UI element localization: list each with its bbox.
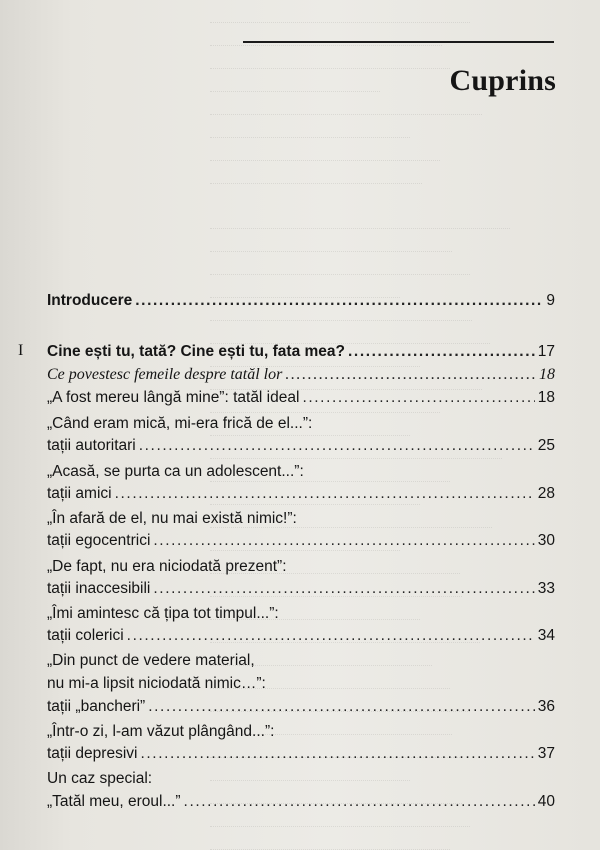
toc-entry-label: tații autoritari: [47, 437, 136, 454]
dot-leader: [184, 792, 535, 812]
toc-entry: [47, 509, 555, 529]
toc-entry-label: tații amici: [47, 485, 112, 502]
toc-entry: [47, 531, 555, 551]
toc-entry-label: „Când eram mică, mi-era frică de el...”:: [47, 415, 313, 432]
toc-entry: [47, 604, 555, 624]
toc-entry-page-number: 36: [537, 698, 555, 715]
toc-entry-label: „De fapt, nu era niciodată prezent”:: [47, 558, 287, 575]
dot-leader: [153, 531, 534, 551]
toc-entry-label: „Într-o zi, l-am văzut plângând...”:: [47, 723, 275, 740]
toc-entry-label: tații „bancheri”: [47, 698, 146, 715]
dot-leader: [285, 365, 536, 385]
toc-entry-page-number: 37: [537, 745, 555, 762]
page-title: Cuprins: [449, 64, 556, 97]
toc-entry-page-number: 17: [537, 343, 555, 360]
toc-entry-label: Introducere: [47, 292, 133, 309]
dot-leader: [135, 291, 543, 311]
dot-leader: [348, 342, 535, 362]
dot-leader: [127, 626, 535, 646]
toc-entry-page-number: 30: [537, 532, 555, 549]
toc-entry: [47, 462, 555, 482]
toc-entry-label: tații depresivi: [47, 745, 138, 762]
toc-entry-label: „Tatăl meu, eroul...”: [47, 793, 181, 810]
chapter-number: I: [18, 342, 24, 359]
toc-entry: [47, 744, 555, 764]
dot-leader: [153, 579, 534, 599]
toc-entry-page-number: 18: [537, 389, 555, 406]
toc-entry-label: Cine ești tu, tată? Cine ești tu, fata mea?: [47, 343, 346, 360]
toc-entry: [47, 388, 555, 408]
dot-leader: [139, 436, 535, 456]
toc-entry-page-number: 33: [537, 580, 555, 597]
toc-entry-label: tații inaccesibili: [47, 580, 151, 597]
toc-entry: [47, 769, 555, 789]
toc-entry-label: „Îmi amintesc că țipa tot timpul...”:: [47, 605, 279, 622]
toc-entry-page-number: 9: [546, 292, 555, 309]
toc-entry-page-number: 28: [537, 485, 555, 502]
toc-entry-label: Ce povestesc femeile despre tatăl lor: [47, 366, 283, 383]
toc-entry: [47, 651, 555, 671]
toc-entry-page-number: 34: [537, 627, 555, 644]
toc-entry-page-number: 18: [539, 366, 555, 383]
toc-entry-label: nu mi-a lipsit niciodată nimic…”:: [47, 675, 266, 692]
dot-leader: [115, 484, 535, 504]
toc-entry: [47, 579, 555, 599]
toc-entry-page-number: 40: [537, 793, 555, 810]
toc-entry: [47, 342, 555, 362]
toc-entry-label: tații egocentrici: [47, 532, 151, 549]
dot-leader: [302, 388, 534, 408]
dot-leader: [148, 697, 535, 717]
toc-entry-label: tații colerici: [47, 627, 124, 644]
toc-entry-label: Un caz special:: [47, 770, 153, 787]
toc-entry: [47, 484, 555, 504]
toc-entry: [47, 365, 555, 385]
toc-entry: [47, 626, 555, 646]
toc-entry: [47, 557, 555, 577]
dot-leader: [140, 744, 534, 764]
toc-entry: [47, 436, 555, 456]
toc-entry: [47, 697, 555, 717]
toc-entry-label: „În afară de el, nu mai există nimic!”:: [47, 510, 297, 527]
toc-entry-label: „Din punct de vedere material,: [47, 652, 255, 669]
toc-entry: [47, 722, 555, 742]
toc-entry-label: „A fost mereu lângă mine”: tatăl ideal: [47, 389, 300, 406]
toc-entry: [47, 674, 555, 694]
toc-entry: [47, 414, 555, 434]
toc-entry-label: „Acasă, se purta ca un adolescent...”:: [47, 463, 304, 480]
toc-entry-page-number: 25: [537, 437, 555, 454]
toc-entry: [47, 291, 555, 311]
toc-entry: [47, 792, 555, 812]
